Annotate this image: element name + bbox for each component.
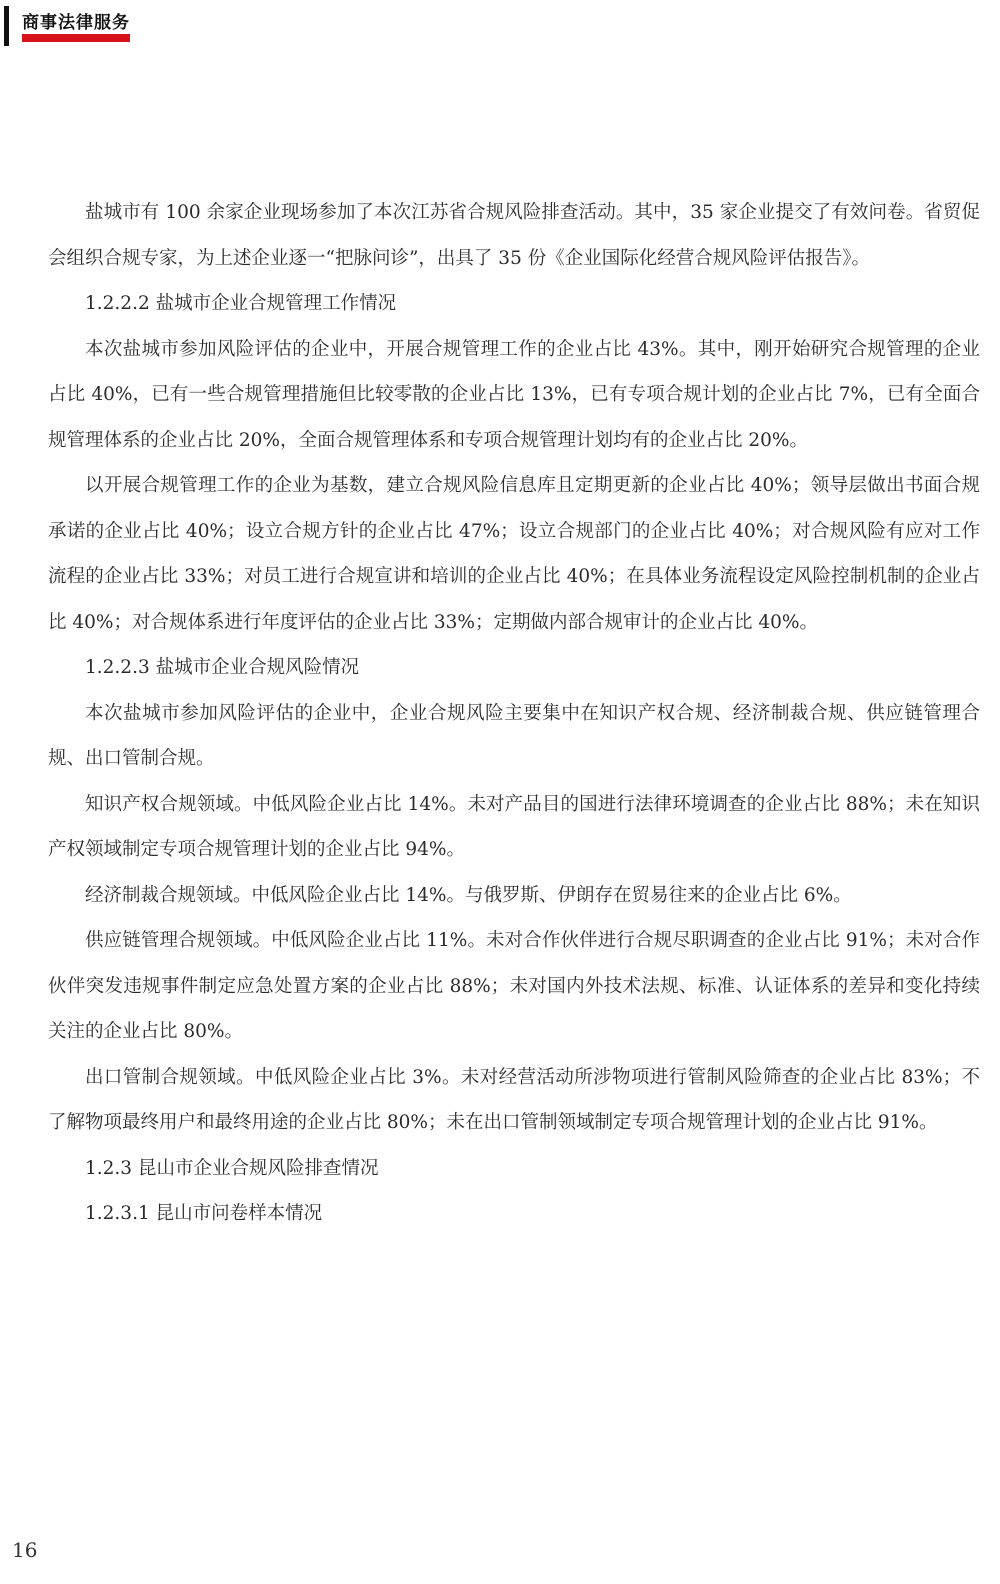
header-rule xyxy=(4,6,9,46)
paragraph: 出口管制合规领域。中低风险企业占比 3%。未对经营活动所涉物项进行管制风险筛查的企业占比 83%；不了解物项最终用户和最终用途的企业占比 80%；未在出口管制领域制定专项合规管理计划的企业占比 91%。 xyxy=(48,1066,980,1133)
subsection-heading: 1.2.3.1 昆山市问卷样本情况 xyxy=(85,1203,323,1224)
paragraph: 供应链管理合规领域。中低风险企业占比 11%。未对合作伙伴进行合规尽职调查的企业占比 91%；未对合作伙伴突发违规事件制定应急处置方案的企业占比 88%；未对国内外技术法规、标准、认证体系的差异和变化持续关注的企业占比 80%。 xyxy=(48,930,980,1042)
paragraph: 本次盐城市参加风险评估的企业中，企业合规风险主要集中在知识产权合规、经济制裁合规、供应链管理合规、出口管制合规。 xyxy=(48,702,980,769)
page-number: 16 xyxy=(12,1538,38,1562)
subsection-heading: 1.2.3 昆山市企业合规风险排查情况 xyxy=(85,1157,379,1179)
paragraph: 经济制裁合规领域。中低风险企业占比 14%。与俄罗斯、伊朗存在贸易往来的企业占比 6%。 xyxy=(85,884,852,906)
section-title-underline xyxy=(22,34,130,42)
section-title: 商事法律服务 xyxy=(22,13,130,33)
paragraph: 知识产权合规领域。中低风险企业占比 14%。未对产品目的国进行法律环境调查的企业占比 88%；未在知识产权领域制定专项合规管理计划的企业占比 94%。 xyxy=(48,793,980,860)
article-body xyxy=(48,190,980,1237)
subsection-heading: 1.2.2.3 盐城市企业合规风险情况 xyxy=(85,657,360,678)
paragraph: 本次盐城市参加风险评估的企业中，开展合规管理工作的企业占比 43%。其中，刚开始研究合规管理的企业占比 40%，已有一些合规管理措施但比较零散的企业占比 13%，已有专项合规计划的企业占比 7%，已有全面合规管理体系的企业占比 20%，全面合规管理体系和专项合规管理计划均有的企业占比 20%。 xyxy=(48,338,980,451)
paragraph: 盐城市有 100 余家企业现场参加了本次江苏省合规风险排查活动。其中，35 家企业提交了有效问卷。省贸促会组织合规专家，为上述企业逐一“把脉问诊”，出具了 35 份《企业国际化经营合规风险评估报告》。 xyxy=(48,202,980,269)
subsection-heading: 1.2.2.2 盐城市企业合规管理工作情况 xyxy=(85,293,397,314)
paragraph: 以开展合规管理工作的企业为基数，建立合规风险信息库且定期更新的企业占比 40%；领导层做出书面合规承诺的企业占比 40%；设立合规方针的企业占比 47%；设立合规部门的企业占比 40%；对合规风险有应对工作流程的企业占比 33%；对员工进行合规宣讲和培训的企业占比 40%；在具体业务流程设定风险控制机制的企业占比 40%；对合规体系进行年度评估的企业占比 33%；定期做内部合规审计的企业占比 40%。 xyxy=(48,475,980,633)
